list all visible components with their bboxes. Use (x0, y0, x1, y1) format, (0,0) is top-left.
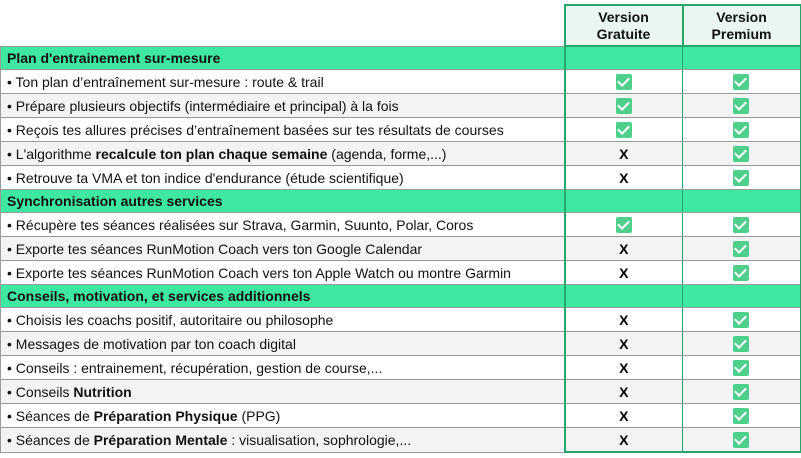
cross-mark: X (619, 240, 629, 257)
premium-availability-cell (683, 308, 801, 332)
check-icon (616, 98, 632, 114)
premium-availability-cell (683, 70, 801, 94)
feature-text-suffix: (PPG) (237, 407, 281, 424)
free-availability-cell (565, 237, 683, 261)
section-title: Synchronisation autres services (1, 190, 565, 213)
check-icon (733, 122, 749, 138)
feature-row (1, 308, 801, 332)
section-free-cell (565, 46, 683, 70)
feature-label (1, 237, 565, 261)
check-icon (733, 74, 749, 90)
feature-text: • Reçois tes allures précises d’entraînement basées sur tes résultats de courses (7, 121, 504, 138)
feature-row (1, 332, 801, 356)
section-free-cell (565, 285, 683, 308)
premium-availability-cell (683, 166, 801, 190)
section-premium-cell (683, 285, 801, 308)
check-icon (733, 408, 749, 424)
cross-mark: X (619, 145, 629, 162)
free-availability-cell (565, 428, 683, 453)
feature-label (1, 261, 565, 285)
cross-mark: X (619, 311, 629, 328)
feature-row (1, 142, 801, 166)
feature-label (1, 428, 565, 453)
feature-row (1, 428, 801, 453)
free-availability-cell (565, 308, 683, 332)
feature-row (1, 237, 801, 261)
free-availability-cell (565, 332, 683, 356)
feature-row (1, 404, 801, 428)
feature-text: • Retrouve ta VMA et ton indice d'endurance (étude scientifique) (7, 169, 404, 186)
check-icon (733, 360, 749, 376)
check-icon (733, 146, 749, 162)
check-icon (616, 74, 632, 90)
feature-label (1, 404, 565, 428)
cross-mark: X (619, 169, 629, 186)
section-premium-cell (683, 46, 801, 70)
free-availability-cell (565, 261, 683, 285)
feature-label (1, 166, 565, 190)
feature-label (1, 118, 565, 142)
cross-mark: X (619, 264, 629, 281)
free-availability-cell (565, 118, 683, 142)
check-icon (733, 170, 749, 186)
feature-text: • Séances de (7, 431, 94, 448)
feature-text: • Exporte tes séances RunMotion Coach vers ton Apple Watch ou montre Garmin (7, 264, 511, 281)
feature-row (1, 70, 801, 94)
feature-label (1, 213, 565, 237)
check-icon (733, 432, 749, 448)
feature-text-bold: Nutrition (73, 383, 132, 400)
premium-availability-cell (683, 356, 801, 380)
cross-mark: X (619, 335, 629, 352)
free-availability-cell (565, 380, 683, 404)
free-header-line1: Version (598, 8, 649, 25)
feature-text: • Conseils (7, 383, 74, 400)
feature-label (1, 332, 565, 356)
check-icon (616, 217, 632, 233)
free-availability-cell (565, 404, 683, 428)
feature-label (1, 356, 565, 380)
feature-label (1, 308, 565, 332)
feature-label (1, 94, 565, 118)
feature-text: • Récupère tes séances réalisées sur Strava, Garmin, Suunto, Polar, Coros (7, 216, 474, 233)
feature-text: • Choisis les coachs positif, autoritaire ou philosophe (7, 311, 334, 328)
header-blank-cell (1, 5, 565, 46)
feature-label (1, 70, 565, 94)
premium-availability-cell (683, 261, 801, 285)
premium-header-line2: Premium (711, 25, 772, 42)
check-icon (733, 384, 749, 400)
check-icon (733, 241, 749, 257)
comparison-table (0, 4, 801, 453)
feature-text: • Messages de motivation par ton coach digital (7, 335, 296, 352)
premium-version-header (683, 5, 801, 46)
feature-text-bold: Préparation Mentale (93, 431, 228, 448)
premium-availability-cell (683, 142, 801, 166)
premium-availability-cell (683, 428, 801, 453)
premium-availability-cell (683, 332, 801, 356)
check-icon (733, 217, 749, 233)
feature-row (1, 166, 801, 190)
header-row (1, 5, 801, 46)
premium-availability-cell (683, 380, 801, 404)
free-availability-cell (565, 142, 683, 166)
feature-text: • Séances de (7, 407, 94, 424)
premium-availability-cell (683, 118, 801, 142)
section-header-row (1, 46, 801, 70)
check-icon (616, 122, 632, 138)
free-availability-cell (565, 166, 683, 190)
free-version-header (565, 5, 683, 46)
feature-text-suffix: (agenda, forme,...) (327, 145, 447, 162)
section-title: Conseils, motivation, et services additionnels (1, 285, 565, 308)
check-icon (733, 265, 749, 281)
premium-availability-cell (683, 94, 801, 118)
feature-text: • Conseils : entrainement, récupération, gestion de course,... (7, 359, 383, 376)
feature-row (1, 94, 801, 118)
feature-text-bold: Préparation Physique (93, 407, 238, 424)
premium-availability-cell (683, 213, 801, 237)
feature-label (1, 142, 565, 166)
feature-text-bold: recalcule ton plan chaque semaine (95, 145, 328, 162)
feature-text: • Exporte tes séances RunMotion Coach vers ton Google Calendar (7, 240, 423, 257)
cross-mark: X (619, 407, 629, 424)
section-header-row (1, 285, 801, 308)
feature-row (1, 380, 801, 404)
feature-text-suffix: : visualisation, sophrologie,... (227, 431, 412, 448)
check-icon (733, 98, 749, 114)
free-header-line2: Gratuite (596, 25, 651, 42)
section-premium-cell (683, 190, 801, 213)
section-title: Plan d'entrainement sur-mesure (1, 46, 565, 70)
premium-availability-cell (683, 237, 801, 261)
section-free-cell (565, 190, 683, 213)
feature-text: • L'algorithme (7, 145, 96, 162)
section-header-row (1, 190, 801, 213)
cross-mark: X (619, 359, 629, 376)
cross-mark: X (619, 383, 629, 400)
feature-row (1, 118, 801, 142)
feature-label (1, 380, 565, 404)
feature-text: • Prépare plusieurs objectifs (intermédiaire et principal) à la fois (7, 97, 399, 114)
free-availability-cell (565, 70, 683, 94)
check-icon (733, 312, 749, 328)
free-availability-cell (565, 94, 683, 118)
feature-row (1, 356, 801, 380)
feature-row (1, 213, 801, 237)
premium-header-line1: Version (716, 8, 767, 25)
table-body (1, 46, 801, 452)
feature-text: • Ton plan d’entraînement sur-mesure : route & trail (7, 73, 324, 90)
feature-row (1, 261, 801, 285)
premium-availability-cell (683, 404, 801, 428)
cross-mark: X (619, 431, 629, 448)
free-availability-cell (565, 213, 683, 237)
free-availability-cell (565, 356, 683, 380)
check-icon (733, 336, 749, 352)
